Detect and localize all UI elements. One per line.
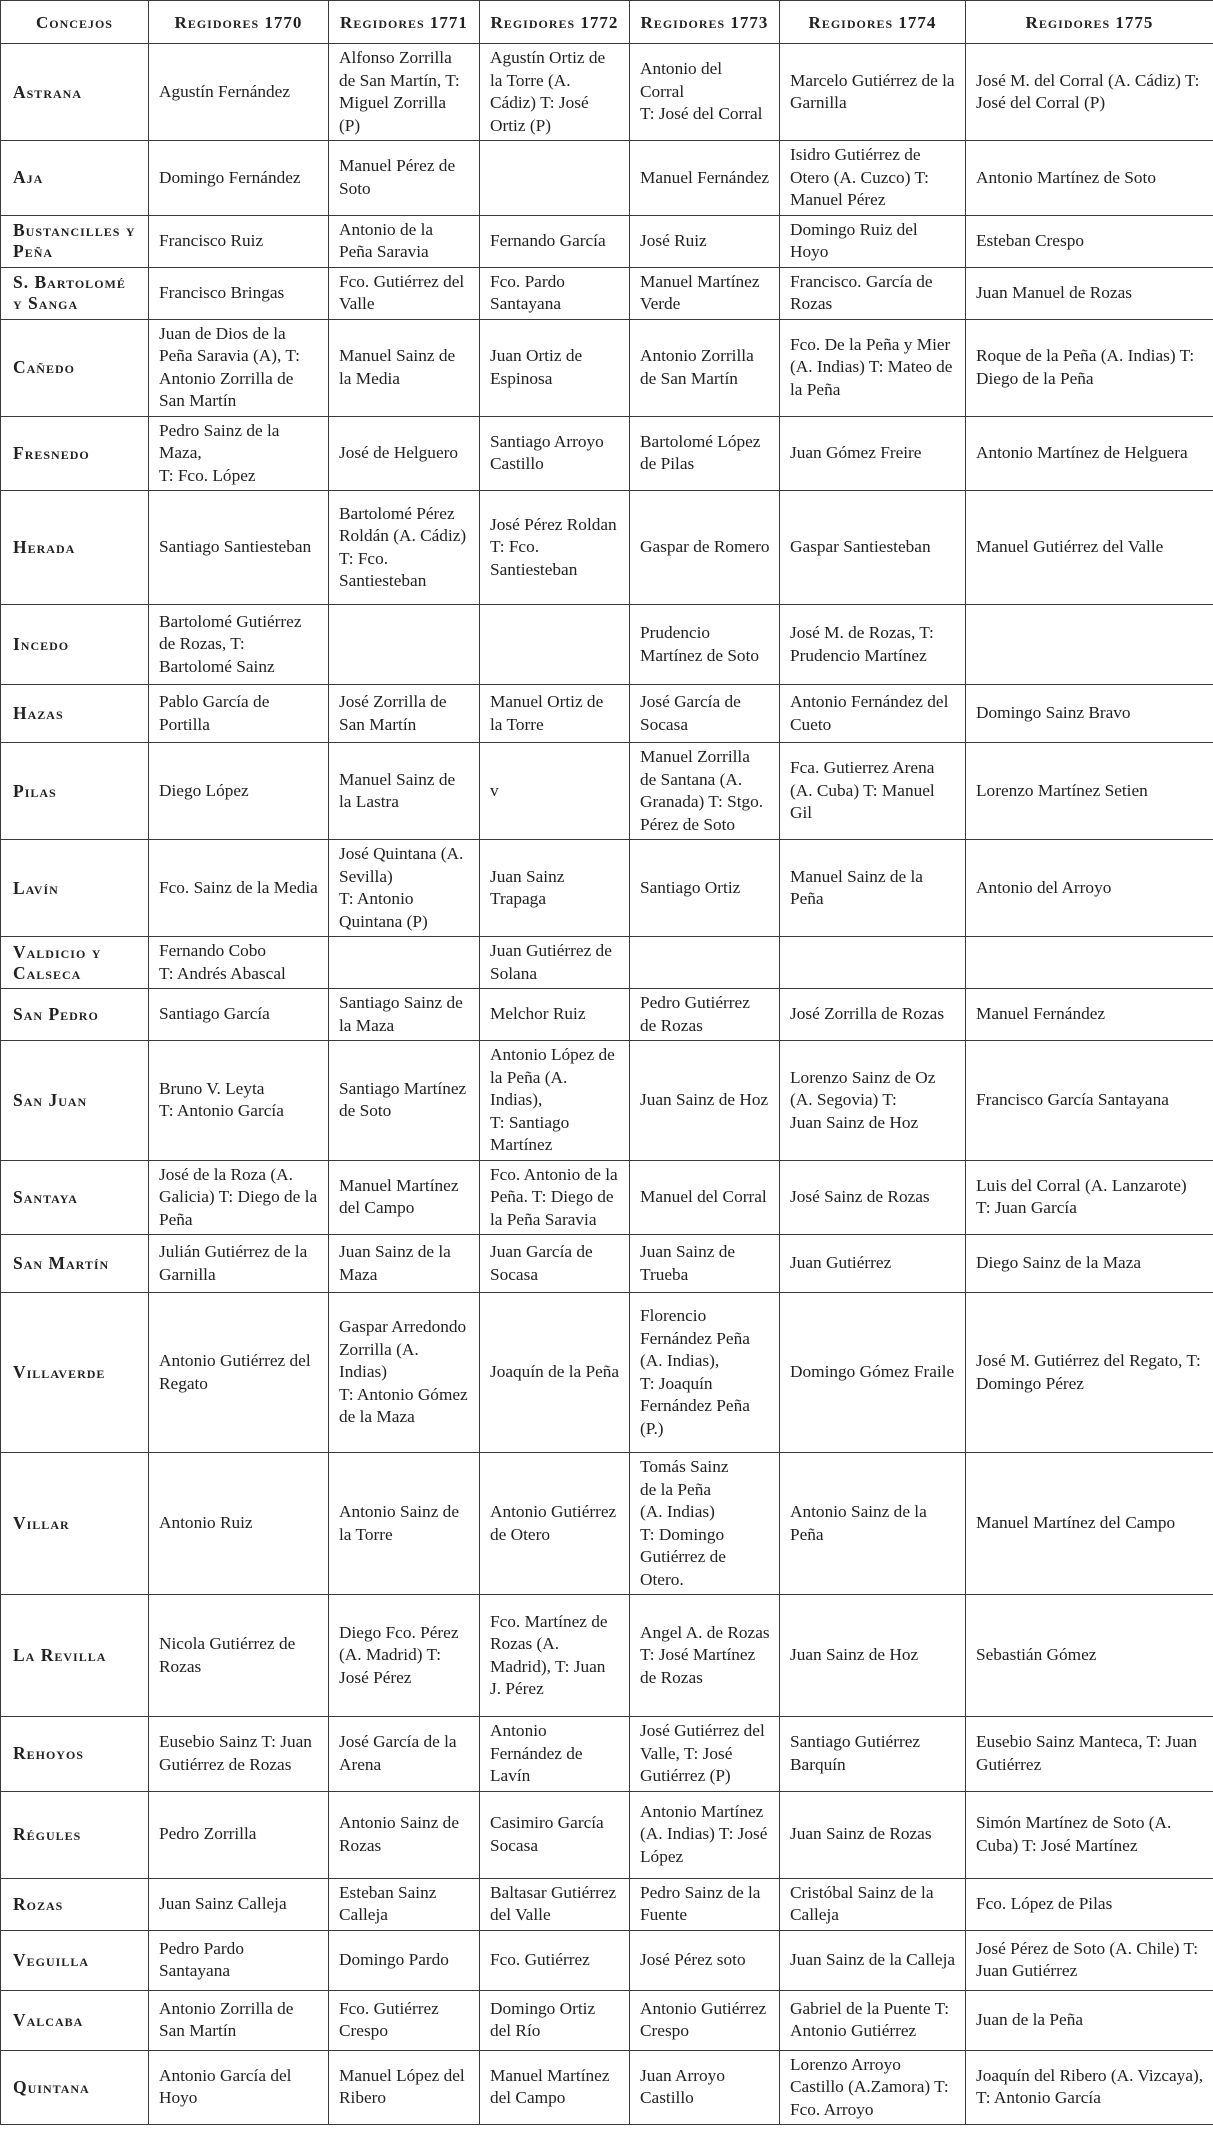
- regidor-cell: José Quintana (A. Sevilla) T: Antonio Quintana (P): [329, 840, 480, 937]
- regidor-cell: Marcelo Gutiérrez de la Garnilla: [780, 44, 966, 141]
- regidor-cell: José Zorrilla de San Martín: [329, 685, 480, 743]
- regidor-cell: Juan Sainz Calleja: [149, 1878, 329, 1930]
- concejo-name: San Juan: [1, 1041, 149, 1161]
- table-row: [1, 605, 1213, 685]
- regidor-cell: Juan García de Socasa: [480, 1235, 630, 1293]
- regidor-cell: José García de la Arena: [329, 1717, 480, 1792]
- regidor-cell: Manuel Martínez del Campo: [480, 2050, 630, 2125]
- regidor-cell: Santiago Santiesteban: [149, 491, 329, 605]
- regidor-cell: Antonio Ruiz: [149, 1453, 329, 1595]
- regidor-cell: Manuel Martínez Verde: [630, 267, 780, 319]
- regidor-cell: Eusebio Sainz T: Juan Gutiérrez de Rozas: [149, 1717, 329, 1792]
- regidor-cell: Juan de la Peña: [966, 1990, 1213, 2050]
- regidor-cell: Luis del Corral (A. Lanzarote) T: Juan García: [966, 1160, 1213, 1235]
- regidor-cell: Antonio Fernández de Lavín: [480, 1717, 630, 1792]
- regidor-cell: Santiago Gutiérrez Barquín: [780, 1717, 966, 1792]
- regidor-cell: José Ruiz: [630, 215, 780, 267]
- concejo-name: Villar: [1, 1453, 149, 1595]
- header-regidores-1771: Regidores 1771: [329, 1, 480, 44]
- regidor-cell: Francisco García Santayana: [966, 1041, 1213, 1161]
- regidor-cell: Fca. Gutierrez Arena (A. Cuba) T: Manuel Gil: [780, 743, 966, 840]
- regidor-cell: Domingo Gómez Fraile: [780, 1293, 966, 1453]
- regidor-cell: Francisco. García de Rozas: [780, 267, 966, 319]
- regidor-cell: Gaspar Arredondo Zorrilla (A. Indias) T: Antonio Gómez de la Maza: [329, 1293, 480, 1453]
- table-row: [1, 1930, 1213, 1990]
- regidor-cell: Juan Sainz de Hoz: [630, 1041, 780, 1161]
- concejo-name: Incedo: [1, 605, 149, 685]
- regidor-cell: Angel A. de Rozas T: José Martínez de Rozas: [630, 1595, 780, 1717]
- regidor-cell: Manuel Martínez del Campo: [329, 1160, 480, 1235]
- table-row: [1, 416, 1213, 491]
- regidor-cell: José M. de Rozas, T: Prudencio Martínez: [780, 605, 966, 685]
- regidor-cell: [329, 605, 480, 685]
- concejo-name: Quintana: [1, 2050, 149, 2125]
- regidor-cell: Juan Ortiz de Espinosa: [480, 319, 630, 416]
- regidor-cell: Antonio Martínez de Soto: [966, 141, 1213, 216]
- regidor-cell: Santiago Ortiz: [630, 840, 780, 937]
- regidor-cell: Antonio Zorrilla de San Martín: [630, 319, 780, 416]
- regidor-cell: Antonio Sainz de Rozas: [329, 1791, 480, 1878]
- regidor-cell: José de la Roza (A. Galicia) T: Diego de la Peña: [149, 1160, 329, 1235]
- regidor-cell: Baltasar Gutiérrez del Valle: [480, 1878, 630, 1930]
- regidor-cell: Manuel Martínez del Campo: [966, 1453, 1213, 1595]
- regidor-cell: Santiago García: [149, 989, 329, 1041]
- regidor-cell: Cristóbal Sainz de la Calleja: [780, 1878, 966, 1930]
- regidor-cell: Juan Sainz de Trueba: [630, 1235, 780, 1293]
- header-regidores-1774: Regidores 1774: [780, 1, 966, 44]
- table-row: [1, 141, 1213, 216]
- regidor-cell: Juan Gutiérrez de Solana: [480, 937, 630, 989]
- regidor-cell: Fco. Martínez de Rozas (A. Madrid), T: Juan J. Pérez: [480, 1595, 630, 1717]
- regidor-cell: Roque de la Peña (A. Indias) T: Diego de la Peña: [966, 319, 1213, 416]
- regidor-cell: Fco. Antonio de la Peña. T: Diego de la Peña Saravia: [480, 1160, 630, 1235]
- concejo-name: Lavín: [1, 840, 149, 937]
- table-row: [1, 1041, 1213, 1161]
- regidor-cell: Manuel Gutiérrez del Valle: [966, 491, 1213, 605]
- regidor-cell: Manuel del Corral: [630, 1160, 780, 1235]
- regidor-cell: Antonio Sainz de la Peña: [780, 1453, 966, 1595]
- regidor-cell: Julián Gutiérrez de la Garnilla: [149, 1235, 329, 1293]
- regidor-cell: Juan Arroyo Castillo: [630, 2050, 780, 2125]
- concejo-name: Cañedo: [1, 319, 149, 416]
- regidor-cell: Antonio Martínez de Helguera: [966, 416, 1213, 491]
- table-row: [1, 989, 1213, 1041]
- regidor-cell: José Zorrilla de Rozas: [780, 989, 966, 1041]
- regidor-cell: Juan Gómez Freire: [780, 416, 966, 491]
- header-regidores-1775: Regidores 1775: [966, 1, 1213, 44]
- table-row: [1, 319, 1213, 416]
- concejo-name: Herada: [1, 491, 149, 605]
- table-row: [1, 215, 1213, 267]
- regidor-cell: [480, 605, 630, 685]
- regidor-cell: Antonio Martínez (A. Indias) T: José López: [630, 1791, 780, 1878]
- regidor-cell: Juan Sainz de Hoz: [780, 1595, 966, 1717]
- regidor-cell: [480, 141, 630, 216]
- regidor-cell: Fco. Pardo Santayana: [480, 267, 630, 319]
- regidor-cell: Diego Sainz de la Maza: [966, 1235, 1213, 1293]
- concejo-name: Valdicio y Calseca: [1, 937, 149, 989]
- concejo-name: Fresnedo: [1, 416, 149, 491]
- table-row: [1, 685, 1213, 743]
- regidor-cell: Melchor Ruiz: [480, 989, 630, 1041]
- regidor-cell: Bartolomé Gutiérrez de Rozas, T: Bartolomé Sainz: [149, 605, 329, 685]
- regidor-cell: Fco. Sainz de la Media: [149, 840, 329, 937]
- regidor-cell: v: [480, 743, 630, 840]
- regidor-cell: Pablo García de Portilla: [149, 685, 329, 743]
- regidor-cell: Domingo Sainz Bravo: [966, 685, 1213, 743]
- concejo-name: S. Bartolomé y Sanga: [1, 267, 149, 319]
- regidor-cell: Antonio de la Peña Saravia: [329, 215, 480, 267]
- table-row: [1, 1878, 1213, 1930]
- regidor-cell: Gaspar de Romero: [630, 491, 780, 605]
- table-row: [1, 840, 1213, 937]
- regidor-cell: Domingo Fernández: [149, 141, 329, 216]
- regidor-cell: Juan Gutiérrez: [780, 1235, 966, 1293]
- table-row: [1, 1595, 1213, 1717]
- regidor-cell: [329, 937, 480, 989]
- regidor-cell: Manuel Pérez de Soto: [329, 141, 480, 216]
- concejo-name: Hazas: [1, 685, 149, 743]
- concejo-name: Santaya: [1, 1160, 149, 1235]
- regidor-cell: Domingo Ruiz del Hoyo: [780, 215, 966, 267]
- regidor-cell: Santiago Arroyo Castillo: [480, 416, 630, 491]
- regidor-cell: Diego Fco. Pérez (A. Madrid) T: José Pérez: [329, 1595, 480, 1717]
- regidor-cell: Juan Manuel de Rozas: [966, 267, 1213, 319]
- header-concejos: Concejos: [1, 1, 149, 44]
- concejo-name: Villaverde: [1, 1293, 149, 1453]
- regidor-cell: Antonio Fernández del Cueto: [780, 685, 966, 743]
- regidor-cell: Antonio del Arroyo: [966, 840, 1213, 937]
- regidor-cell: José de Helguero: [329, 416, 480, 491]
- regidor-cell: Manuel Zorrilla de Santana (A. Granada) T: Stgo. Pérez de Soto: [630, 743, 780, 840]
- regidor-cell: Domingo Pardo: [329, 1930, 480, 1990]
- regidor-cell: Eusebio Sainz Manteca, T: Juan Gutiérrez: [966, 1717, 1213, 1792]
- regidor-cell: Casimiro García Socasa: [480, 1791, 630, 1878]
- table-row: [1, 1717, 1213, 1792]
- regidor-cell: Diego López: [149, 743, 329, 840]
- regidor-cell: Joaquín del Ribero (A. Vizcaya), T: Antonio García: [966, 2050, 1213, 2125]
- regidor-cell: [630, 937, 780, 989]
- header-regidores-1770: Regidores 1770: [149, 1, 329, 44]
- regidor-cell: Joaquín de la Peña: [480, 1293, 630, 1453]
- regidor-cell: Santiago Sainz de la Maza: [329, 989, 480, 1041]
- concejo-name: Bustancilles y Peña: [1, 215, 149, 267]
- table-row: [1, 1453, 1213, 1595]
- regidor-cell: Fco. De la Peña y Mier (A. Indias) T: Mateo de la Peña: [780, 319, 966, 416]
- regidor-cell: Simón Martínez de Soto (A. Cuba) T: José Martínez: [966, 1791, 1213, 1878]
- table-row: [1, 743, 1213, 840]
- table-row: [1, 1791, 1213, 1878]
- regidor-cell: Juan Sainz de Rozas: [780, 1791, 966, 1878]
- regidor-cell: Antonio Gutiérrez de Otero: [480, 1453, 630, 1595]
- regidor-cell: Antonio Zorrilla de San Martín: [149, 1990, 329, 2050]
- regidor-cell: Fco. Gutiérrez: [480, 1930, 630, 1990]
- regidor-cell: Manuel Ortiz de la Torre: [480, 685, 630, 743]
- regidor-cell: Pedro Gutiérrez de Rozas: [630, 989, 780, 1041]
- regidor-cell: José Gutiérrez del Valle, T: José Gutiérrez (P): [630, 1717, 780, 1792]
- regidor-cell: Fco. Gutiérrez del Valle: [329, 267, 480, 319]
- table-row: [1, 2050, 1213, 2125]
- regidor-cell: Antonio Gutiérrez del Regato: [149, 1293, 329, 1453]
- regidor-cell: Prudencio Martínez de Soto: [630, 605, 780, 685]
- concejo-name: Rozas: [1, 1878, 149, 1930]
- concejo-name: Astrana: [1, 44, 149, 141]
- regidor-cell: José Pérez de Soto (A. Chile) T: Juan Gutiérrez: [966, 1930, 1213, 1990]
- table-row: [1, 44, 1213, 141]
- regidor-cell: Antonio García del Hoyo: [149, 2050, 329, 2125]
- concejo-name: Aja: [1, 141, 149, 216]
- regidor-cell: Manuel López del Ribero: [329, 2050, 480, 2125]
- regidor-cell: Florencio Fernández Peña (A. Indias), T: Joaquín Fernández Peña (P.): [630, 1293, 780, 1453]
- regidor-cell: José M. del Corral (A. Cádiz) T: José del Corral (P): [966, 44, 1213, 141]
- regidor-cell: José Pérez Roldan T: Fco. Santiesteban: [480, 491, 630, 605]
- regidor-cell: Fernando García: [480, 215, 630, 267]
- concejo-name: La Revilla: [1, 1595, 149, 1717]
- regidor-cell: Antonio López de la Peña (A. Indias), T: Santiago Martínez: [480, 1041, 630, 1161]
- regidor-cell: Juan de Dios de la Peña Saravia (A), T: Antonio Zorrilla de San Martín: [149, 319, 329, 416]
- regidor-cell: Santiago Martínez de Soto: [329, 1041, 480, 1161]
- table-row: [1, 1235, 1213, 1293]
- regidor-cell: Antonio del Corral T: José del Corral: [630, 44, 780, 141]
- regidor-cell: Lorenzo Arroyo Castillo (A.Zamora) T: Fco. Arroyo: [780, 2050, 966, 2125]
- concejo-name: San Martín: [1, 1235, 149, 1293]
- concejo-name: Rehoyos: [1, 1717, 149, 1792]
- regidor-cell: Sebastián Gómez: [966, 1595, 1213, 1717]
- concejo-name: San Pedro: [1, 989, 149, 1041]
- header-regidores-1773: Regidores 1773: [630, 1, 780, 44]
- regidor-cell: Juan Sainz Trapaga: [480, 840, 630, 937]
- regidor-cell: Agustín Ortiz de la Torre (A. Cádiz) T: José Ortiz (P): [480, 44, 630, 141]
- regidor-cell: Manuel Fernández: [966, 989, 1213, 1041]
- regidor-cell: Antonio Gutiérrez Crespo: [630, 1990, 780, 2050]
- regidor-cell: Domingo Ortiz del Río: [480, 1990, 630, 2050]
- regidor-cell: Manuel Sainz de la Lastra: [329, 743, 480, 840]
- regidor-cell: Pedro Pardo Santayana: [149, 1930, 329, 1990]
- table-row: [1, 1990, 1213, 2050]
- regidor-cell: Pedro Sainz de la Maza, T: Fco. López: [149, 416, 329, 491]
- regidor-cell: Esteban Sainz Calleja: [329, 1878, 480, 1930]
- concejo-name: Régules: [1, 1791, 149, 1878]
- regidor-cell: Pedro Zorrilla: [149, 1791, 329, 1878]
- regidor-cell: Pedro Sainz de la Fuente: [630, 1878, 780, 1930]
- table-body: [1, 44, 1213, 2125]
- regidor-cell: Francisco Bringas: [149, 267, 329, 319]
- regidor-cell: Lorenzo Sainz de Oz (A. Segovia) T: Juan Sainz de Hoz: [780, 1041, 966, 1161]
- regidor-cell: Isidro Gutiérrez de Otero (A. Cuzco) T: Manuel Pérez: [780, 141, 966, 216]
- concejo-name: Valcaba: [1, 1990, 149, 2050]
- concejo-name: Veguilla: [1, 1930, 149, 1990]
- regidor-cell: José García de Socasa: [630, 685, 780, 743]
- regidor-cell: Alfonso Zorrilla de San Martín, T: Miguel Zorrilla (P): [329, 44, 480, 141]
- regidor-cell: [966, 605, 1213, 685]
- regidor-cell: Gabriel de la Puente T: Antonio Gutiérrez: [780, 1990, 966, 2050]
- table-row: [1, 937, 1213, 989]
- table-row: [1, 267, 1213, 319]
- regidor-cell: [780, 937, 966, 989]
- regidor-cell: Juan Sainz de la Maza: [329, 1235, 480, 1293]
- regidor-cell: José M. Gutiérrez del Regato, T: Domingo Pérez: [966, 1293, 1213, 1453]
- regidor-cell: Antonio Sainz de la Torre: [329, 1453, 480, 1595]
- regidor-cell: Fernando Cobo T: Andrés Abascal: [149, 937, 329, 989]
- regidor-cell: Bartolomé Pérez Roldán (A. Cádiz) T: Fco. Santiesteban: [329, 491, 480, 605]
- header-regidores-1772: Regidores 1772: [480, 1, 630, 44]
- regidor-cell: Manuel Sainz de la Peña: [780, 840, 966, 937]
- table-row: [1, 491, 1213, 605]
- table-row: [1, 1160, 1213, 1235]
- regidor-cell: Juan Sainz de la Calleja: [780, 1930, 966, 1990]
- regidor-cell: Fco. López de Pilas: [966, 1878, 1213, 1930]
- regidor-cell: Francisco Ruiz: [149, 215, 329, 267]
- regidor-cell: Lorenzo Martínez Setien: [966, 743, 1213, 840]
- regidor-cell: Nicola Gutiérrez de Rozas: [149, 1595, 329, 1717]
- regidor-cell: Bruno V. Leyta T: Antonio García: [149, 1041, 329, 1161]
- regidor-cell: Fco. Gutiérrez Crespo: [329, 1990, 480, 2050]
- regidor-cell: Agustín Fernández: [149, 44, 329, 141]
- concejo-name: Pilas: [1, 743, 149, 840]
- regidor-cell: Gaspar Santiesteban: [780, 491, 966, 605]
- table-row: [1, 1293, 1213, 1453]
- regidor-cell: José Pérez soto: [630, 1930, 780, 1990]
- regidor-cell: Manuel Sainz de la Media: [329, 319, 480, 416]
- regidor-cell: Tomás Sainz de la Peña (A. Indias) T: Domingo Gutiérrez de Otero.: [630, 1453, 780, 1595]
- table-header: [1, 1, 1213, 44]
- regidor-cell: Bartolomé López de Pilas: [630, 416, 780, 491]
- regidor-cell: Esteban Crespo: [966, 215, 1213, 267]
- regidor-cell: [966, 937, 1213, 989]
- header-row: [1, 1, 1213, 44]
- regidor-cell: Manuel Fernández: [630, 141, 780, 216]
- regidor-cell: José Sainz de Rozas: [780, 1160, 966, 1235]
